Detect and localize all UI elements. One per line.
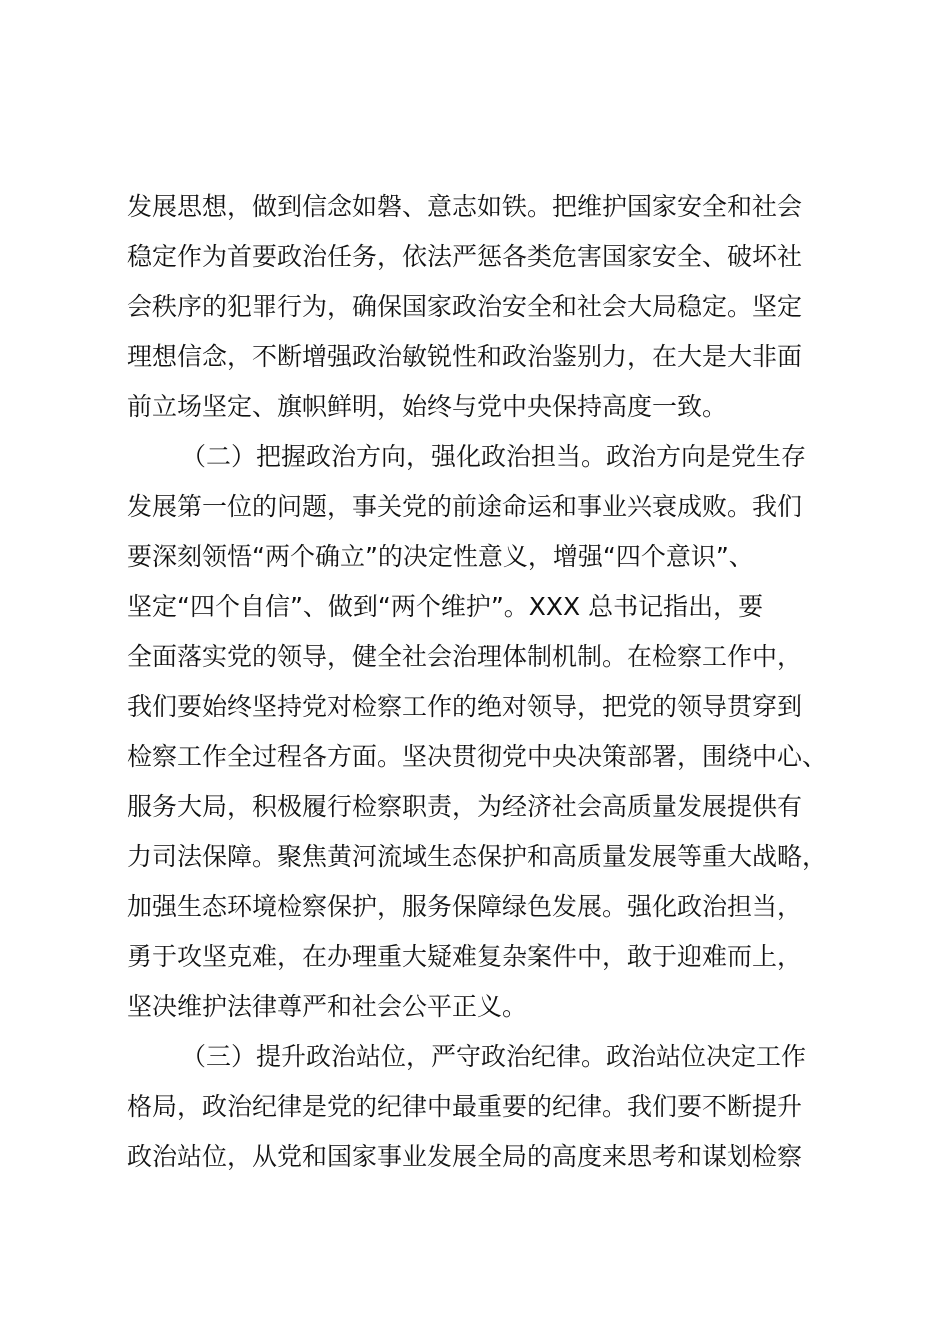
text-line: 稳定作为首要政治任务，依法严惩各类危害国家安全、破坏社 (127, 242, 803, 271)
text-line: 勇于攻坚克难，在办理重大疑难复杂案件中，敢于迎难而上， (127, 942, 803, 971)
text-line: 要深刻领悟“两个确立”的决定性意义，增强“四个意识”、 (127, 542, 754, 571)
text-line: 检察工作全过程各方面。坚决贯彻党中央决策部署，围绕中心、 (127, 742, 828, 771)
section-heading-line: （三）提升政治站位，严守政治纪律。政治站位决定工作 (181, 1042, 807, 1071)
text-line: 格局，政治纪律是党的纪律中最重要的纪律。我们要不断提升 (127, 1092, 803, 1121)
text-line: 发展思想，做到信念如磐、意志如铁。把维护国家安全和社会 (127, 192, 803, 221)
text-line: 前立场坚定、旗帜鲜明，始终与党中央保持高度一致。 (127, 392, 728, 421)
text-line: 加强生态环境检察保护，服务保障绿色发展。强化政治担当， (127, 892, 803, 921)
text-line: 力司法保障。聚焦黄河流域生态保护和高质量发展等重大战略， (127, 842, 828, 871)
text-line: 政治站位，从党和国家事业发展全局的高度来思考和谋划检察 (127, 1142, 803, 1171)
text-line: 坚定“四个自信”、做到“两个维护”。XXX 总书记指出，要 (127, 592, 764, 621)
body-text (127, 182, 857, 1182)
text-line: 发展第一位的问题，事关党的前途命运和事业兴衰成败。我们 (127, 492, 803, 521)
section-heading-line: （二）把握政治方向，强化政治担当。政治方向是党生存 (181, 442, 807, 471)
text-line: 坚决维护法律尊严和社会公平正义。 (127, 992, 528, 1021)
text-line: 会秩序的犯罪行为，确保国家政治安全和社会大局稳定。坚定 (127, 292, 803, 321)
text-line: 我们要始终坚持党对检察工作的绝对领导，把党的领导贯穿到 (127, 692, 803, 721)
text-line: 全面落实党的领导，健全社会治理体制机制。在检察工作中， (127, 642, 803, 671)
text-line: 理想信念，不断增强政治敏锐性和政治鉴别力，在大是大非面 (127, 342, 803, 371)
text-line: 服务大局，积极履行检察职责，为经济社会高质量发展提供有 (127, 792, 803, 821)
